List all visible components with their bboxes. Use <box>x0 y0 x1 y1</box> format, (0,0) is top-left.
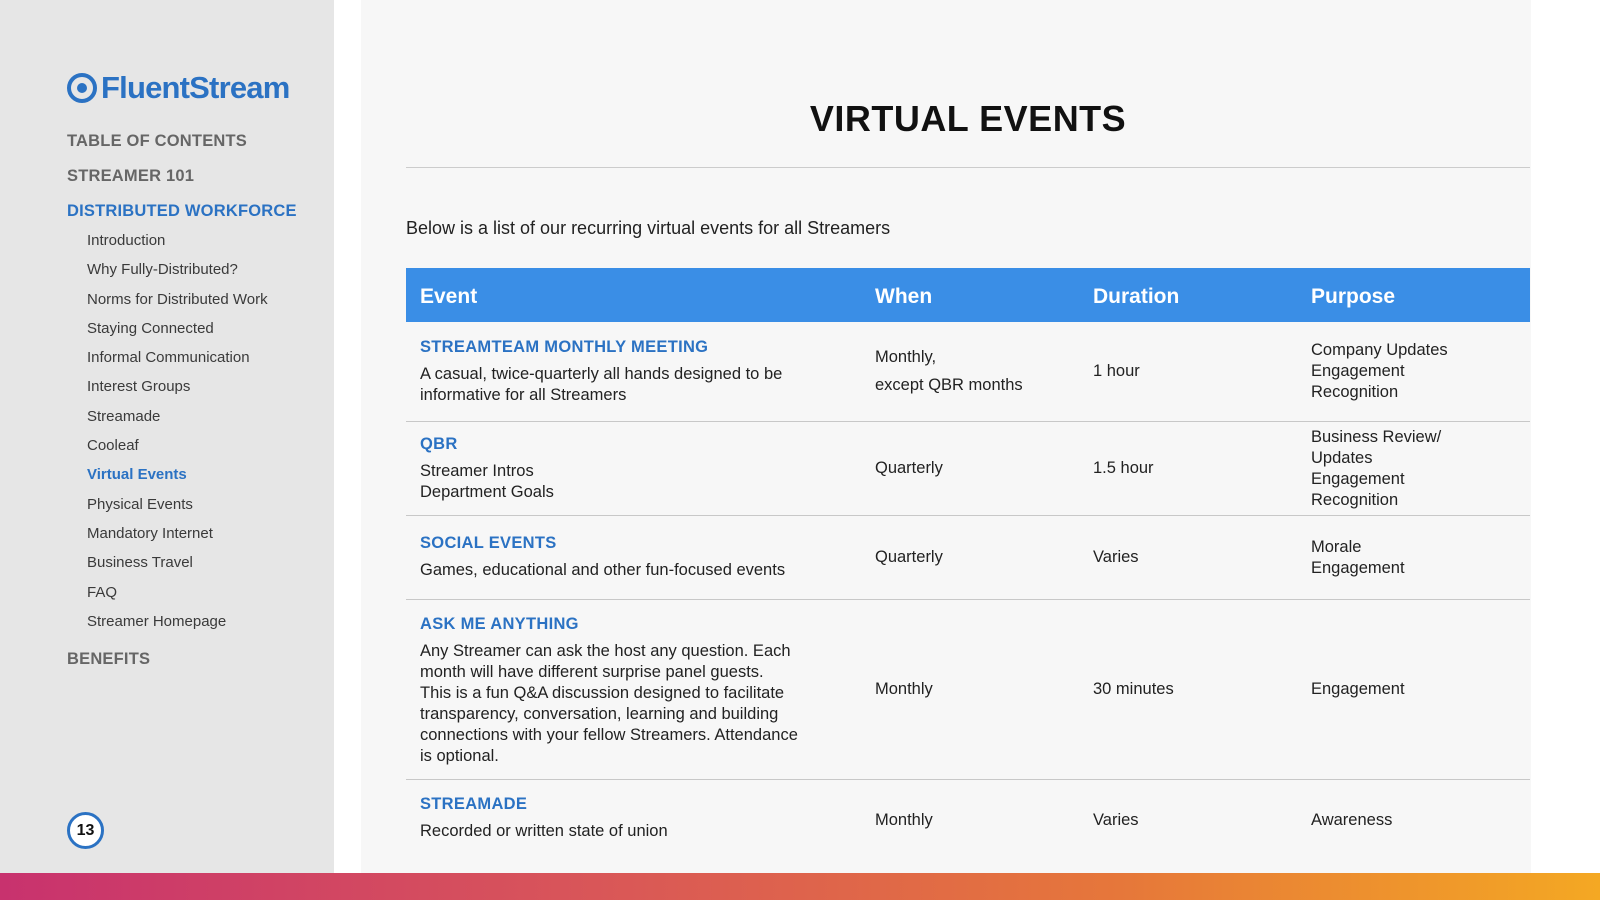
event-description: Any Streamer can ask the host any question. Each month will have different surprise panel guests. This is a fun Q&A discussion designed to facilitate transparency, conversation, learning and building connections with your fellow Streamers. Attendance is optional. <box>420 642 798 765</box>
table-row <box>406 600 1530 780</box>
when-cell: Monthly <box>875 680 933 698</box>
event-name: STREAMADE <box>420 795 528 813</box>
event-name: QBR <box>420 435 458 453</box>
event-description: Streamer Intros Department Goals <box>420 462 554 501</box>
toc-item-physical-events[interactable]: Physical Events <box>87 495 193 513</box>
duration-cell: 30 minutes <box>1093 680 1174 698</box>
when-cell: Monthly, except QBR months <box>875 348 1023 394</box>
event-description: A casual, twice-quarterly all hands designed to be informative for all Streamers <box>420 365 783 404</box>
event-cell <box>406 600 875 779</box>
toc-section-distributed-workforce[interactable]: DISTRIBUTED WORKFORCE <box>67 202 297 220</box>
page-number-badge: 13 <box>67 812 104 849</box>
toc-item-mandatory-internet[interactable]: Mandatory Internet <box>87 524 213 542</box>
event-cell <box>406 780 875 860</box>
duration-cell: Varies <box>1093 548 1139 566</box>
event-name: ASK ME ANYTHING <box>420 615 579 633</box>
table-row <box>406 780 1530 860</box>
toc-item-business-travel[interactable]: Business Travel <box>87 554 193 572</box>
logo-text: FluentStream <box>101 70 290 105</box>
brand-logo[interactable] <box>67 70 290 106</box>
table-header <box>406 268 1530 322</box>
toc-item-interest-groups[interactable]: Interest Groups <box>87 378 191 396</box>
title-divider <box>406 167 1530 168</box>
toc-section-benefits[interactable]: BENEFITS <box>67 650 151 669</box>
event-cell <box>406 516 875 599</box>
toc-item-why-fully-distributed[interactable]: Why Fully-Distributed? <box>87 261 238 279</box>
toc-item-staying-connected[interactable]: Staying Connected <box>87 319 214 337</box>
purpose-cell: Awareness <box>1311 810 1393 829</box>
column-header-purpose: Purpose <box>1311 285 1396 308</box>
intro-text: Below is a list of our recurring virtual events for all Streamers <box>406 218 891 238</box>
column-header-when: When <box>875 285 933 308</box>
toc-item-faq[interactable]: FAQ <box>87 583 118 601</box>
table-of-contents-nav <box>67 130 327 683</box>
event-name: SOCIAL EVENTS <box>420 534 557 552</box>
purpose-cell: Engagement <box>1311 680 1405 698</box>
when-cell: Monthly <box>875 810 933 829</box>
table-row <box>406 322 1530 422</box>
event-cell <box>406 322 875 421</box>
events-table <box>406 268 1530 860</box>
toc-item-virtual-events[interactable]: Virtual Events <box>87 466 187 484</box>
table-row <box>406 516 1530 600</box>
column-header-event: Event <box>420 285 478 308</box>
page-title: VIRTUAL EVENTS <box>809 98 1127 139</box>
toc-item-norms[interactable]: Norms for Distributed Work <box>87 290 268 308</box>
purpose-cell: Morale Engagement <box>1311 537 1405 577</box>
column-header-duration: Duration <box>1093 285 1180 308</box>
toc-item-informal-communication[interactable]: Informal Communication <box>87 349 250 367</box>
purpose-cell: Business Review/ Updates Engagement Recognition <box>1311 427 1442 509</box>
purpose-cell: Company Updates Engagement Recognition <box>1311 341 1448 401</box>
toc-item-introduction[interactable]: Introduction <box>87 232 166 249</box>
bottom-gradient-bar <box>0 873 1600 900</box>
toc-item-streamade[interactable]: Streamade <box>87 407 161 425</box>
event-name: STREAMTEAM MONTHLY MEETING <box>420 338 709 356</box>
duration-cell: 1.5 hour <box>1093 459 1154 477</box>
toc-section-table-of-contents[interactable]: TABLE OF CONTENTS <box>67 132 248 150</box>
duration-cell: Varies <box>1093 810 1139 829</box>
toc-section-streamer-101[interactable]: STREAMER 101 <box>67 167 195 185</box>
event-cell <box>406 422 875 515</box>
when-cell: Quarterly <box>875 548 943 566</box>
table-row <box>406 422 1530 516</box>
sidebar <box>0 0 334 873</box>
toc-item-cooleaf[interactable]: Cooleaf <box>87 437 139 455</box>
logo-icon <box>67 73 97 103</box>
duration-cell: 1 hour <box>1093 362 1140 380</box>
toc-item-streamer-homepage[interactable]: Streamer Homepage <box>87 612 227 630</box>
event-description: Games, educational and other fun-focused events <box>420 561 786 579</box>
when-cell: Quarterly <box>875 459 943 477</box>
toc-subsection-list <box>87 230 327 640</box>
event-description: Recorded or written state of union <box>420 822 668 840</box>
